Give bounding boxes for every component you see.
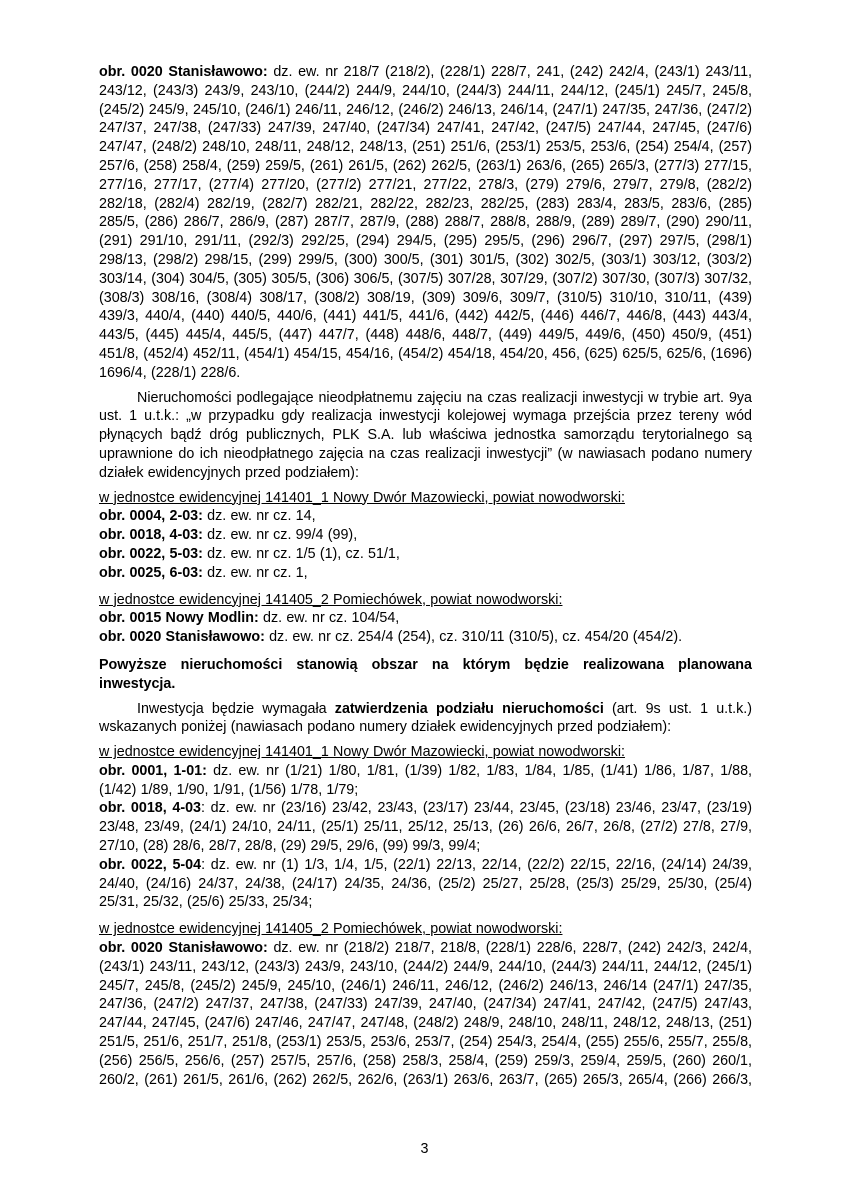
item-obr-0004-2-03	[99, 507, 752, 526]
item-obr-0020-stanislawowo	[99, 628, 752, 647]
para-obr-0001-1-01-seg-1: dz. ew. nr (1/21) 1/80, 1/81, (1/39) 1/82, 1/83, 1/84, 1/85, (1/41) 1/86, 1/87, 1/88, (1/42) 1/89, 1/90, 1/91, (1/56) 1/78, 1/79;	[99, 762, 752, 798]
item-obr-0025-6-03-seg-1: dz. ew. nr cz. 1,	[207, 564, 308, 581]
para-obr-0018-4-03-podzial-seg-0: obr. 0018, 4-03	[99, 800, 202, 817]
para-wykaz-dzialek-obr-0020-stanislawowo-seg-0: obr. 0020 Stanisławowo:	[99, 64, 274, 80]
para-wykaz-podzial-obr-0020-stanislawowo	[99, 939, 752, 1089]
para-inwestycja-zatwierdzenie-podzialu	[99, 700, 752, 738]
para-obr-0001-1-01	[99, 762, 752, 800]
para-obr-0022-5-04-podzial-seg-0: obr. 0022, 5-04	[99, 856, 202, 873]
item-obr-0025-6-03-seg-0: obr. 0025, 6-03:	[99, 564, 208, 581]
para-powyzsze-nieruchomosci-seg-0: Powyższe nieruchomości stanowią obszar na którym będzie realizowana planowana inwestycja.	[99, 656, 752, 692]
heading-jednostka-141401-1-nowy-dwor-seg-0: w jednostce ewidencyjnej 141401_1 Nowy Dwór Mazowiecki, powiat nowodworski:	[99, 489, 625, 506]
item-obr-0025-6-03	[99, 564, 752, 583]
para-wykaz-dzialek-obr-0020-stanislawowo-seg-1: dz. ew. nr 218/7 (218/2), (228/1) 228/7, 241, (242) 242/4, (243/1) 243/11, 243/12, (243/3) 243/9, 243/10, (244/2) 244/9, 244/10, (244/3) 244/11, 244/12, (245/1) 245/7, 245/8, (245/2) 245/9, 245/10, (246/1) 246/11, 246/12, (246/2) 246/13, 246/14, (247/1) 247/35, 247/36, (247/2) 247/37, 247/38, (247/33) 247/39, 247/40, (247/34) 247/41, 247/42, (247/5) 247/44, 247/45, (247/6) 247/47, (248/2) 248/10, 248/11, 248/12, 248/13, (251) 251/6, (253/1) 253/5, 253/6, (254) 254/4, (257) 257/6, (258) 258/4, (259) 259/5, (261) 261/5, (262) 262/5, (263/1) 263/6, (265) 265/3, (277/3) 277/15, 277/16, 277/17, (277/4) 277/20, (277/2) 277/21, 277/22, 278/3, (279) 279/6, 279/7, 279/8, (282/2) 282/18, (282/4) 282/19, (282/7) 282/21, 282/22, 282/23, 282/25, (283) 283/4, 283/5, 283/6, (285) 285/5, (286) 286/7, 286/9, (287) 287/7, 287/9, (288) 288/7, 288/8, 288/9, (289) 289/7, (290) 290/11, (291) 291/10, 291/11, (292/3) 292/25, (294) 294/5, (295) 295/5, (296) 296/7, (297) 297/5, (298/1) 298/13, (298/2) 298/15, (299) 299/5, (300) 300/5, (301) 301/5, (302) 302/5, (303/1) 303/12, (303/2) 303/14, (304) 304/5, (305) 305/5, (306) 306/5, (307/5) 307/28, 307/29, (307/2) 307/30, (307/3) 307/32, (308/3) 308/16, (308/4) 308/17, (308/2) 308/19, (309) 309/6, 309/7, (310/5) 310/10, 310/11, (439) 439/3, 440/4, (440) 440/5, 440/6, (441) 441/5, 441/6, (442) 442/5, (446) 446/7, 446/8, (443) 443/4, 443/5, (445) 445/4, 445/5, (447) 447/7, (448) 448/6, 448/7, (449) 449/5, 449/6, (450) 450/9, (451) 451/8, (452/4) 452/11, (454/1) 454/15, 454/16, (454/2) 454/18, 454/20, 456, (625) 625/5, 625/6, (1696) 1696/4, (228/1) 228/6.	[99, 64, 752, 381]
para-inwestycja-zatwierdzenie-podzialu-seg-1: zatwierdzenia podziału nieruchomości	[334, 700, 604, 717]
item-obr-0015-nowy-modlin-seg-1: dz. ew. nr cz. 104/54,	[263, 610, 400, 627]
para-nieodplatne-zajecie-art-9ya	[99, 389, 752, 483]
para-obr-0001-1-01-seg-0: obr. 0001, 1-01:	[99, 762, 214, 779]
para-obr-0018-4-03-podzial	[99, 799, 752, 855]
para-obr-0022-5-04-podzial	[99, 856, 752, 912]
heading-jednostka-141401-1-nowy-dwor-2-seg-0: w jednostce ewidencyjnej 141401_1 Nowy Dwór Mazowiecki, powiat nowodworski:	[99, 744, 625, 761]
heading-jednostka-141405-2-pomiechowek-2	[99, 920, 752, 939]
page-number: 3	[420, 1141, 429, 1157]
heading-jednostka-141405-2-pomiechowek-2-seg-0: w jednostce ewidencyjnej 141405_2 Pomiechówek, powiat nowodworski:	[99, 921, 563, 938]
para-nieodplatne-zajecie-art-9ya-seg-0: Nieruchomości podlegające nieodpłatnemu zajęciu na czas realizacji inwestycji w trybie art. 9ya ust. 1 u.t.k.: „w przypadku gdy realizacja inwestycji kolejowej wymaga przejścia przez tereny wód płynących bądź dróg publicznych, PLK S.A. lub właściwa jednostka samorządu terytorialnego są uprawnione do ich nieodpłatnego zajęcia na czas realizacji inwestycji” (w nawiasach podano numery działek ewidencyjnych przed podziałem):	[99, 389, 752, 481]
item-obr-0018-4-03-seg-0: obr. 0018, 4-03:	[99, 527, 208, 544]
para-inwestycja-zatwierdzenie-podzialu-seg-2: (art. 9s ust. 1 u.t.k.) wskazanych poniżej (nawiasach podano numery działek ewidencyjnych przed podziałem):	[99, 700, 752, 736]
item-obr-0020-stanislawowo-seg-1: dz. ew. nr cz. 254/4 (254), cz. 310/11 (310/5), cz. 454/20 (454/2).	[269, 629, 683, 646]
para-powyzsze-nieruchomosci	[99, 656, 752, 694]
item-obr-0022-5-03	[99, 545, 752, 564]
item-obr-0022-5-03-seg-0: obr. 0022, 5-03:	[99, 545, 208, 562]
heading-jednostka-141401-1-nowy-dwor-2	[99, 743, 752, 762]
item-obr-0004-2-03-seg-1: dz. ew. nr cz. 14,	[207, 508, 316, 525]
para-obr-0022-5-04-podzial-seg-1: : dz. ew. nr (1) 1/3, 1/4, 1/5, (22/1) 22/13, 22/14, (22/2) 22/15, 22/16, (24/14) 24/39, 24/40, (24/16) 24/37, 24/38, (24/17) 24/35, 24/36, (25/2) 25/27, 25/28, (25/3) 25/29, 25/30, (25/4) 25/31, 25/32, (25/6) 25/33, 25/34;	[99, 856, 753, 911]
item-obr-0018-4-03-seg-1: dz. ew. nr cz. 99/4 (99),	[207, 527, 358, 544]
item-obr-0018-4-03	[99, 526, 752, 545]
heading-jednostka-141405-2-pomiechowek-seg-0: w jednostce ewidencyjnej 141405_2 Pomiechówek, powiat nowodworski:	[99, 591, 563, 608]
para-wykaz-dzialek-obr-0020-stanislawowo	[99, 63, 752, 383]
para-obr-0018-4-03-podzial-seg-1: : dz. ew. nr (23/16) 23/42, 23/43, (23/17) 23/44, 23/45, (23/18) 23/46, 23/47, (23/19) 23/48, 23/49, (24/1) 24/10, 24/11, (25/1) 25/11, 25/12, 25/13, (26) 26/6, 26/7, 26/8, (27/2) 27/8, 27/9, 27/10, (28) 28/6, 28/7, 28/8, (29) 29/5, 29/6, (99) 99/3, 99/4;	[99, 800, 753, 855]
item-obr-0020-stanislawowo-seg-0: obr. 0020 Stanisławowo:	[99, 629, 270, 646]
item-obr-0015-nowy-modlin-seg-0: obr. 0015 Nowy Modlin:	[99, 610, 263, 627]
item-obr-0015-nowy-modlin	[99, 609, 752, 628]
para-wykaz-podzial-obr-0020-stanislawowo-seg-1: dz. ew. nr (218/2) 218/7, 218/8, (228/1) 228/6, 228/7, (242) 242/3, 242/4, (243/1) 243/11, 243/12, (243/3) 243/9, 243/10, (244/2) 244/9, 244/10, (244/3) 244/11, 244/12, (245/1) 245/7, 245/8, (245/2) 245/9, 245/10, (246/1) 246/11, 246/12, (246/2) 246/13, 246/14 (247/1) 247/35, 247/36, (247/2) 247/37, 247/38, (247/33) 247/39, 247/40, (247/34) 247/41, 247/42, (247/5) 247/43, 247/44, 247/45, (247/6) 247/46, 247/47, 247/48, (248/2) 248/9, 248/10, 248/11, 248/12, 248/13, (251) 251/5, 251/6, 251/7, 251/8, (253/1) 253/5, 253/6, 253/7, (254) 254/3, 254/4, (255) 255/6, 255/7, 255/8, (256) 256/5, 256/6, (257) 257/5, 257/6, (258) 258/3, 258/4, (259) 259/3, 259/4, 259/5, (260) 260/1, 260/2, (261) 261/5, 261/6, (262) 262/5, 262/6, (263/1) 263/6, 263/7, (265) 265/3, 265/4, (266) 266/3,	[99, 940, 752, 1088]
para-inwestycja-zatwierdzenie-podzialu-seg-0: Inwestycja będzie wymagała	[137, 700, 335, 717]
heading-jednostka-141401-1-nowy-dwor	[99, 489, 752, 508]
item-obr-0004-2-03-seg-0: obr. 0004, 2-03:	[99, 508, 208, 525]
heading-jednostka-141405-2-pomiechowek	[99, 591, 752, 610]
para-wykaz-podzial-obr-0020-stanislawowo-seg-0: obr. 0020 Stanisławowo:	[99, 940, 274, 957]
item-obr-0022-5-03-seg-1: dz. ew. nr cz. 1/5 (1), cz. 51/1,	[207, 545, 400, 562]
page-content	[99, 63, 752, 1089]
